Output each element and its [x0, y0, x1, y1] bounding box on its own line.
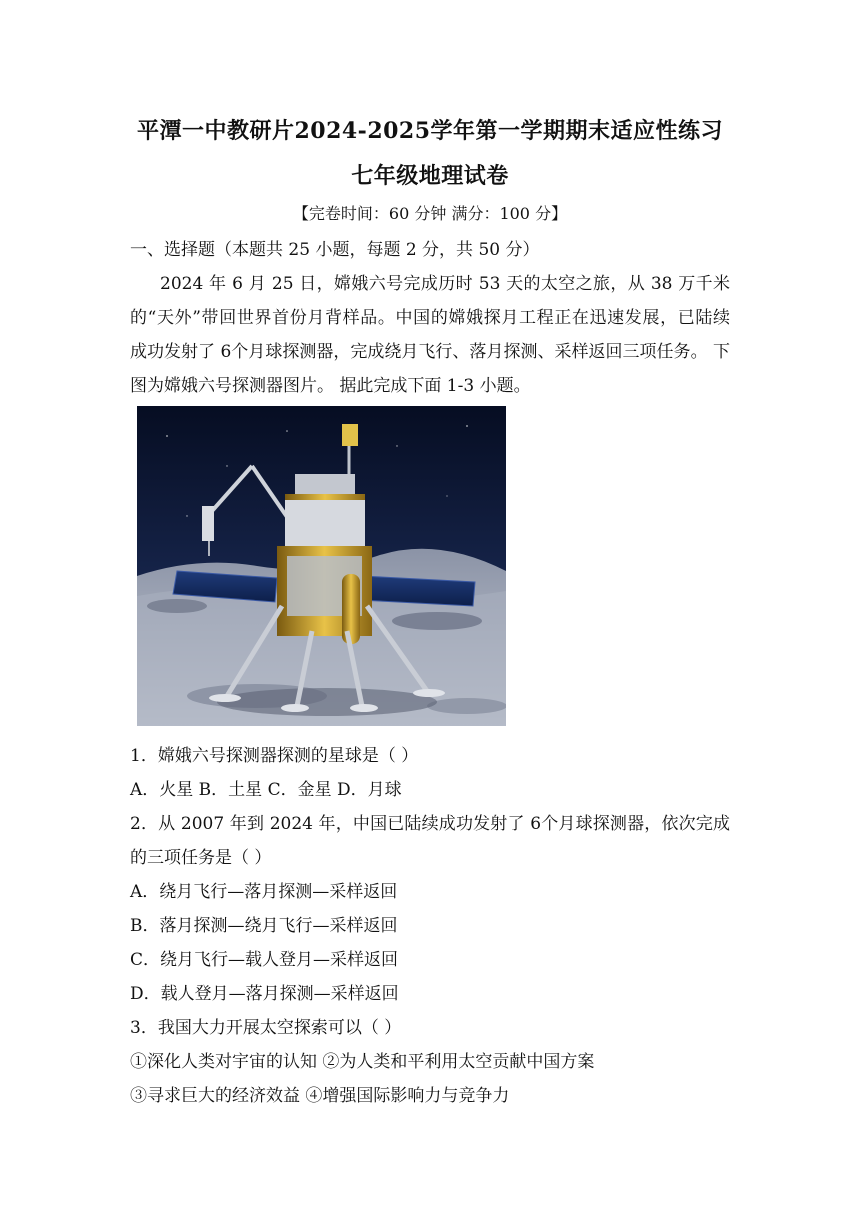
- passage-line-1: 2024 年 6 月 25 日，嫦娥六号完成历时 53 天的太空之旅，从 38 万千米: [160, 274, 730, 294]
- question-3-stem: 3．我国大力开展太空探索可以（ ）: [130, 1018, 402, 1038]
- question-3-statements-1-2: ①深化人类对宇宙的认知 ②为人类和平利用太空贡献中国方案: [130, 1052, 595, 1072]
- passage-line-4: 图为嫦娥六号探测器图片。 据此完成下面 1-3 小题。: [130, 376, 531, 396]
- exam-time-and-score: 【完卷时间：60 分钟 满分：100 分】: [292, 204, 568, 223]
- question-1-options: A．火星 B．土星 C．金星 D．月球: [130, 780, 402, 800]
- question-2-stem-line-2: 的三项任务是（ ）: [130, 848, 272, 868]
- question-2-stem-line-1: 2．从 2007 年到 2024 年，中国已陆续成功发射了 6个月球探测器，依次完成: [130, 814, 730, 834]
- passage-line-3: 成功发射了 6个月球探测器，完成绕月飞行、落月探测、采样返回三项任务。 下: [130, 342, 730, 362]
- question-2-option-d: D．载人登月—落月探测—采样返回: [130, 984, 399, 1004]
- exam-subtitle: 七年级地理试卷: [351, 163, 509, 189]
- question-3-statements-3-4: ③寻求巨大的经济效益 ④增强国际影响力与竞争力: [130, 1086, 510, 1106]
- question-2-option-a: A．绕月飞行—落月探测—采样返回: [130, 882, 398, 902]
- change6-lander-photo: [137, 406, 506, 726]
- passage-line-2: 的“天外”带回世界首份月背样品。中国的嫦娥探月工程正在迅速发展，已陆续: [130, 308, 730, 328]
- question-1-stem: 1．嫦娥六号探测器探测的星球是（ ）: [130, 746, 419, 766]
- question-2-option-c: C．绕月飞行—载人登月—采样返回: [130, 950, 399, 970]
- question-2-option-b: B．落月探测—绕月飞行—采样返回: [130, 916, 398, 936]
- section-heading: 一、选择题（本题共 25 小题，每题 2 分，共 50 分）: [130, 240, 540, 260]
- exam-title: 平潭一中教研片2024-2025学年第一学期期末适应性练习: [136, 118, 724, 144]
